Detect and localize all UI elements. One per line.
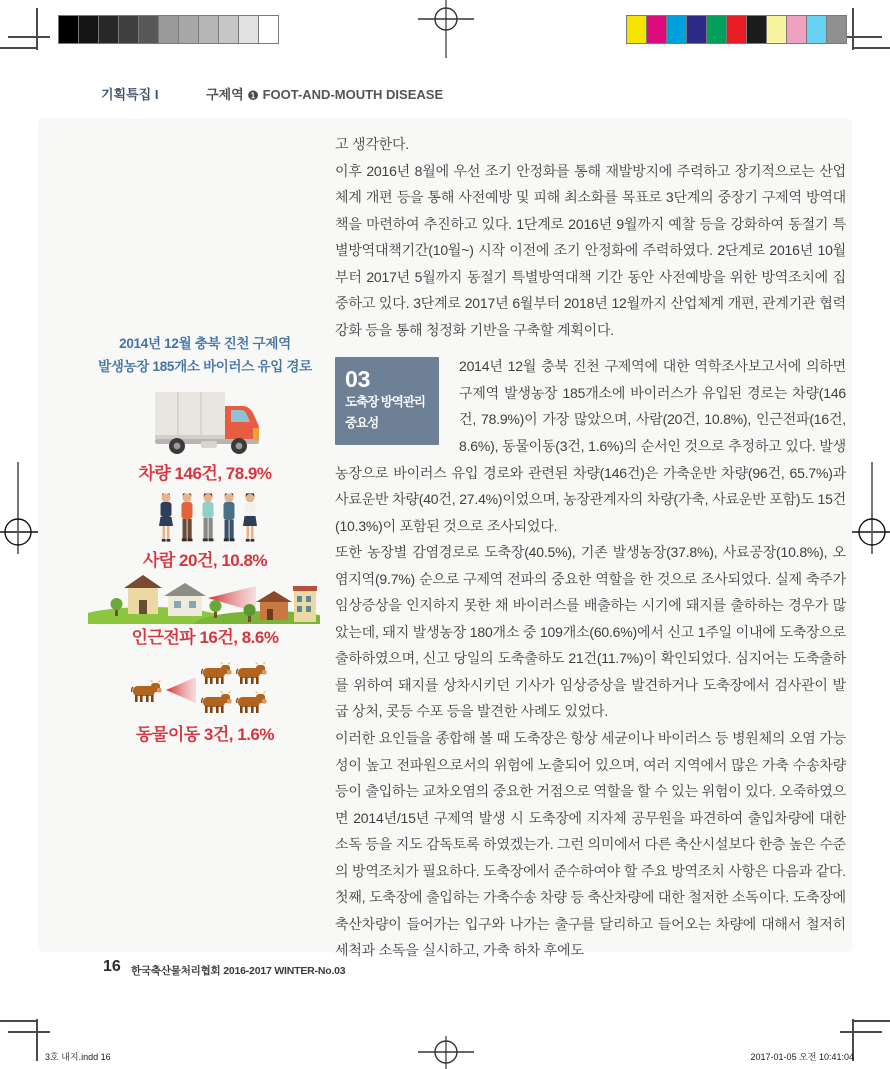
header-topic [206, 84, 443, 103]
registration-mark-top-center [418, 0, 474, 58]
section-number: 03 [345, 366, 371, 393]
section-title-line2: 중요성 [345, 416, 379, 431]
calibration-swatch [119, 16, 139, 43]
truck-icon [153, 388, 263, 456]
people-icon [156, 492, 258, 546]
calibration-swatch [767, 16, 787, 43]
topic-title-en: FOOT-AND-MOUTH DISEASE [258, 87, 444, 102]
paragraph: 이러한 요인들을 종합해 볼 때 도축장은 항상 세균이나 바이러스 등 병원체의 오염 가능성이 높고 전파원으로서의 위험에 노출되어 있으며, 여러 지역에서 많은 가축 수송차량 등이 출입하는 교차오염의 중요한 거점으로 역할을 할 수 있는 위험이 있다. 오죽하였으면 2014년/15년 구제역 발생 시 도축장에 지자체 공무원을 파견하여 출입차량에 대한 소독 등을 지도 감독토록 하였겠는가. 그런 의미에서 다른 축산시설보다 한층 높은 수준의 방역조치가 필요하다. 도축장에서 준수하여야 할 주요 방역조치 사항은 다음과 같다. 첫째, 도축장에 출입하는 가축수송 차량 등 축산차량에 대한 철저한 소독이다. 도축장에 축산차량이 들어가는 입구와 나가는 출구를 달리하고 들어오는 차량에 대해서 철저히 세척과 소독을 실시하고, 가축 하차 후에도 [335, 730, 846, 959]
calibration-swatch [747, 16, 767, 43]
calibration-swatch [727, 16, 747, 43]
calibration-swatch [199, 16, 219, 43]
section-03-heading-box [335, 357, 439, 445]
calibration-swatch [139, 16, 159, 43]
calibration-swatch [259, 16, 278, 43]
calibration-swatch [687, 16, 707, 43]
grayscale-calibration-bar [58, 15, 279, 44]
village-icon [88, 572, 320, 624]
infographic-title-line1: 2014년 12월 충북 진천 구제역 [119, 336, 291, 351]
registration-mark-bottom-center [418, 1036, 474, 1069]
topic-number-badge: ❶ [247, 87, 259, 103]
paragraph: 또한 농장별 감염경로로 도축장(40.5%), 기존 발생농장(37.8%), 사료공장(10.8%), 오염지역(9.7%) 순으로 구제역 전파의 중요한 역할을 한 것으로 조사되었다. 실제 축주가 임상증상을 인지하지 못한 채 바이러스를 배출하는 시기에 돼지를 출하하는 경우가 많았는데, 돼지 발생농장 180개소 중 109개소(60.6%)에서 신고 1주일 이내에 도축장으로 출하하였으며, 신고 당일의 도축출하도 21건(11.7%)이 확인되었다. 심지어는 도축출하를 위하여 돼지를 상차시키던 기사가 임상증상을 발견하거나 도축장에서 검사관이 발굽 상처, 콧등 수포 등을 발견한 사례도 있었다. [335, 544, 846, 720]
paragraph: 2014년 12월 충북 진천 구제역에 대한 역학조사보고서에 의하면 구제역 발생농장 185개소에 바이러스가 유입된 경로는 차량(146건, 78.9%)이 가장 많았으며, 사람(20건, 10.8%), 인근전파(16건, 8.6%), 동물이동(3건, 1.6%)의 순서인 것으로 추정하고 있다. 발생농장으로 바이러스 유입 경로와 관련된 차량(146건)은 가축운반 차량(96건, 65.7%)과 사료운반 차량(40건, 27.4%)이었으며, 농장관계자의 차량(가축, 사료운반 포함)도 15건(10.3%)이 포함된 것으로 조사되었다. [335, 358, 846, 534]
article-body [335, 131, 846, 964]
page-number: 16 [103, 958, 121, 975]
cattle-icon [130, 660, 270, 718]
publication-title: 한국축산물처리협회 2016-2017 WINTER-No.03 [131, 965, 346, 977]
nearby-spread-stat-label: 인근전파 16건, 8.6% [131, 628, 279, 647]
vehicle-stat-label: 차량 146건, 78.9% [138, 464, 272, 483]
section-03 [335, 353, 846, 539]
calibration-swatch [787, 16, 807, 43]
calibration-swatch [647, 16, 667, 43]
animal-movement-stat-label: 동물이동 3건, 1.6% [136, 725, 274, 744]
calibration-swatch [159, 16, 179, 43]
calibration-swatch [99, 16, 119, 43]
infographic-title [55, 332, 355, 378]
calibration-swatch [667, 16, 687, 43]
people-stat-label: 사람 20건, 10.8% [142, 551, 268, 570]
calibration-swatch [807, 16, 827, 43]
calibration-swatch [219, 16, 239, 43]
calibration-swatch [179, 16, 199, 43]
calibration-swatch [707, 16, 727, 43]
calibration-swatch [627, 16, 647, 43]
paragraph: 고 생각한다. [335, 136, 409, 152]
color-calibration-bar [626, 15, 847, 44]
imposition-filename: 3호 내지.indd 16 [45, 1052, 111, 1062]
calibration-swatch [79, 16, 99, 43]
infographic-title-line2: 발생농장 185개소 바이러스 유입 경로 [98, 359, 312, 374]
imposition-timestamp: 2017-01-05 오전 10:41:04 [750, 1052, 854, 1062]
calibration-swatch [59, 16, 79, 43]
paragraph: 이후 2016년 8월에 우선 조기 안정화를 통해 재발방지에 주력하고 장기적으로는 산업체계 개편 등을 통해 사전예방 및 피해 최소화를 목표로 3단계의 중장기 구제역 방역대책을 마련하여 추진하고 있다. 1단계로 2016년 9월까지 예찰 등을 강화하여 동절기 특별방역대책기간(10월~) 시작 이전에 조기 안정화에 주력하였다. 2단계로 2016년 10월부터 2017년 5월까지 동절기 특별방역대책 기간 동안 사전예방을 위한 방역조치에 집중하고 있다. 3단계로 2017년 6월부터 2018년 12월까지 산업체계 개편, 관계기관 협력강화 등을 통해 청정화 기반을 구축할 계획이다. [335, 162, 846, 338]
topic-title: 구제역 [206, 87, 248, 102]
section-title-line1: 도축장 방역관리 [345, 395, 425, 410]
header-section-label: 기획특집 I [101, 87, 159, 102]
calibration-swatch [239, 16, 259, 43]
calibration-swatch [827, 16, 846, 43]
